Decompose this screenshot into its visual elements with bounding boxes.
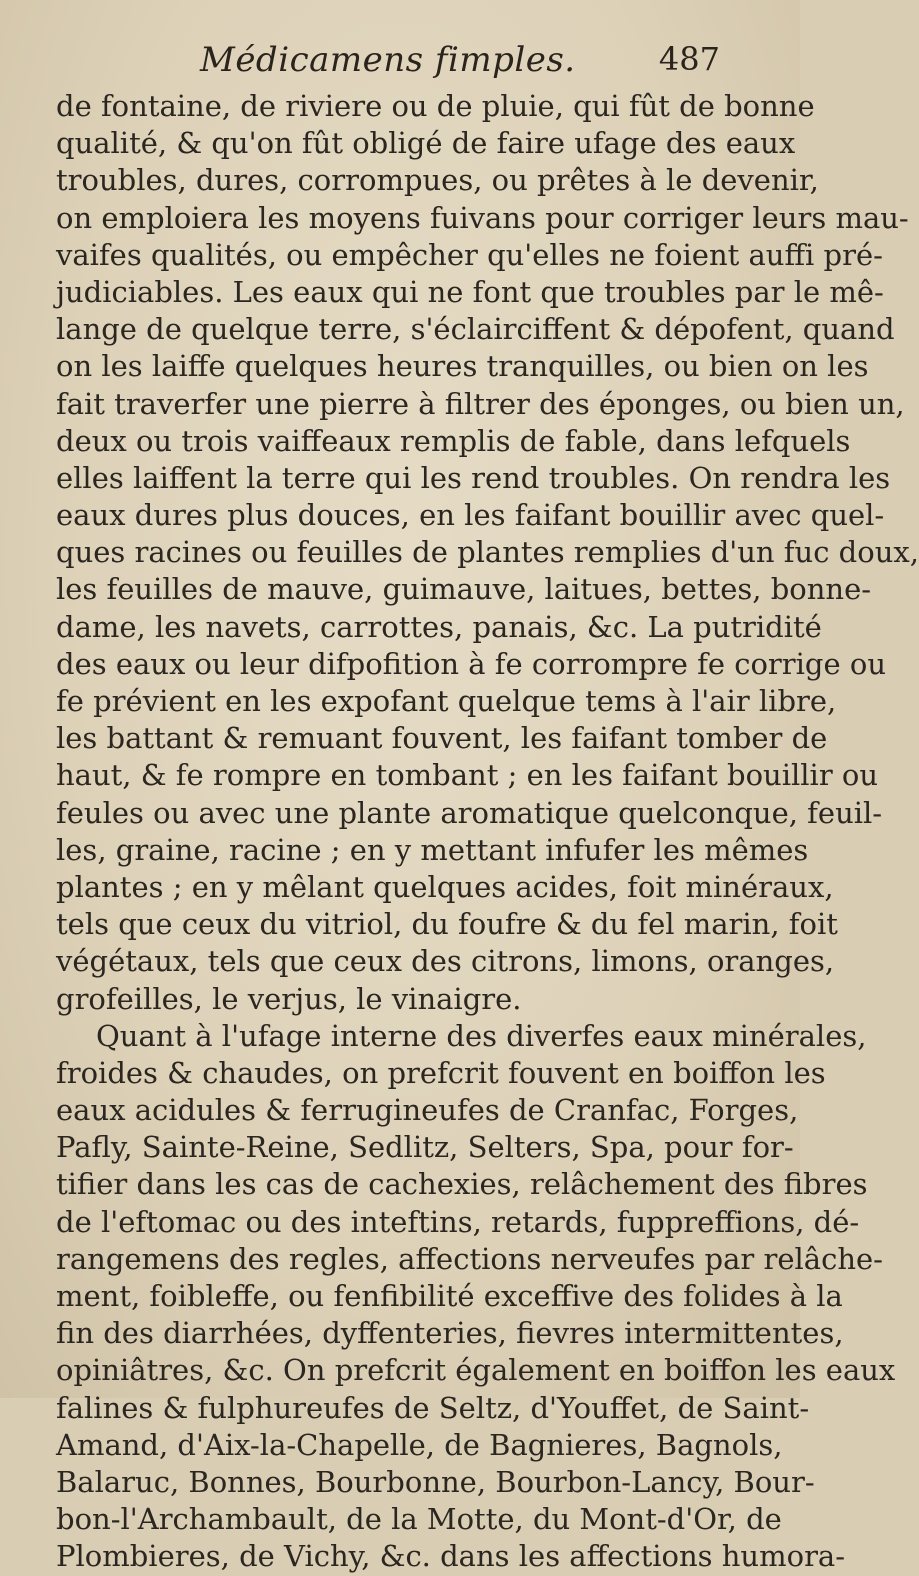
text-line: fe prévient en les expofant quelque tems à l'air libre, bbox=[56, 684, 837, 718]
text-line: troubles, dures, corrompues, ou prêtes à le devenir, bbox=[56, 163, 819, 198]
text-line: Plombieres, de Vichy, &c. dans les affections humora- bbox=[56, 1539, 846, 1574]
text-line: Amand, d'Aix-la-Chapelle, de Bagnieres, Bagnols, bbox=[56, 1427, 783, 1462]
page-number: 487 bbox=[658, 40, 720, 78]
text-line: ques racines ou feuilles de plantes remplies d'un fuc doux, bbox=[56, 535, 919, 570]
text-line: fin des diarrhées, dyffenteries, fievres intermittentes, bbox=[56, 1316, 844, 1351]
text-line: de fontaine, de riviere ou de pluie, qui fût de bonne bbox=[56, 89, 815, 123]
text-line: dame, les navets, carrottes, panais, &c. La putridité bbox=[56, 609, 822, 644]
text-line: fait traverfer une pierre à filtrer des éponges, ou bien un, bbox=[56, 386, 905, 421]
text-line: eaux acidules & ferrugineufes de Cranfac, Forges, bbox=[56, 1093, 799, 1128]
text-line: des eaux ou leur difpofition à fe corrompre fe corrige ou bbox=[56, 646, 887, 681]
text-line: plantes ; en y mêlant quelques acides, foit minéraux, bbox=[56, 869, 834, 904]
text-line: tifier dans les cas de cachexies, relâchement des fibres bbox=[56, 1167, 868, 1202]
text-line: de l'eftomac ou des inteftins, retards, fuppreffions, dé- bbox=[56, 1204, 860, 1239]
page-header bbox=[200, 40, 720, 86]
text-line: froides & chaudes, on prefcrit fouvent en boiffon les bbox=[56, 1055, 826, 1090]
text-line: elles laiffent la terre qui les rend troubles. On rendra les bbox=[56, 460, 891, 495]
text-line: on emploiera les moyens fuivans pour corriger leurs mau- bbox=[56, 200, 909, 235]
text-line: ment, foibleffe, ou fenfibilité exceffive des folides à la bbox=[56, 1279, 843, 1313]
text-line: végétaux, tels que ceux des citrons, limons, oranges, bbox=[56, 944, 835, 979]
text-line: on les laiffe quelques heures tranquilles, ou bien on les bbox=[56, 349, 869, 384]
text-line: les battant & remuant fouvent, les faifant tomber de bbox=[56, 721, 828, 756]
text-line: deux ou trois vaiffeaux remplis de fable, dans lefquels bbox=[56, 423, 851, 458]
text-line: qualité, & qu'on fût obligé de faire ufage des eaux bbox=[56, 126, 796, 161]
running-title: Médicamens fimples. bbox=[200, 40, 576, 80]
text-line: Quant à l'ufage interne des diverfes eaux minérales, bbox=[96, 1018, 867, 1053]
text-line: tels que ceux du vitriol, du foufre & du fel marin, foit bbox=[56, 907, 838, 942]
text-line: rangemens des regles, affections nerveufes par relâche- bbox=[56, 1241, 883, 1276]
text-line: Balaruc, Bonnes, Bourbonne, Bourbon-Lancy, Bour- bbox=[56, 1464, 815, 1499]
text-line: feules ou avec une plante aromatique quelconque, feuil- bbox=[56, 795, 883, 830]
text-line: lange de quelque terre, s'éclairciffent & dépofent, quand bbox=[56, 312, 895, 347]
text-line: judiciables. Les eaux qui ne font que troubles par le mê- bbox=[56, 274, 884, 309]
text-line: grofeilles, le verjus, le vinaigre. bbox=[56, 981, 522, 1016]
text-line: eaux dures plus douces, en les faifant bouillir avec quel- bbox=[56, 498, 885, 533]
text-line: les, graine, racine ; en y mettant infufer les mêmes bbox=[56, 832, 809, 867]
text-line: Pafly, Sainte-Reine, Sedlitz, Selters, Spa, pour for- bbox=[56, 1130, 794, 1165]
body-text bbox=[56, 88, 919, 1576]
text-line: opiniâtres, &c. On prefcrit également en boiffon les eaux bbox=[56, 1353, 896, 1388]
text-line: les feuilles de mauve, guimauve, laitues, bettes, bonne- bbox=[56, 572, 872, 607]
text-line: falines & fulphureufes de Seltz, d'Youffet, de Saint- bbox=[56, 1390, 810, 1425]
text-line: haut, & fe rompre en tombant ; en les faifant bouillir ou bbox=[56, 758, 879, 793]
text-line: vaifes qualités, ou empêcher qu'elles ne foient auffi pré- bbox=[56, 237, 883, 272]
text-line: bon-l'Archambault, de la Motte, du Mont-d'Or, de bbox=[56, 1502, 782, 1537]
